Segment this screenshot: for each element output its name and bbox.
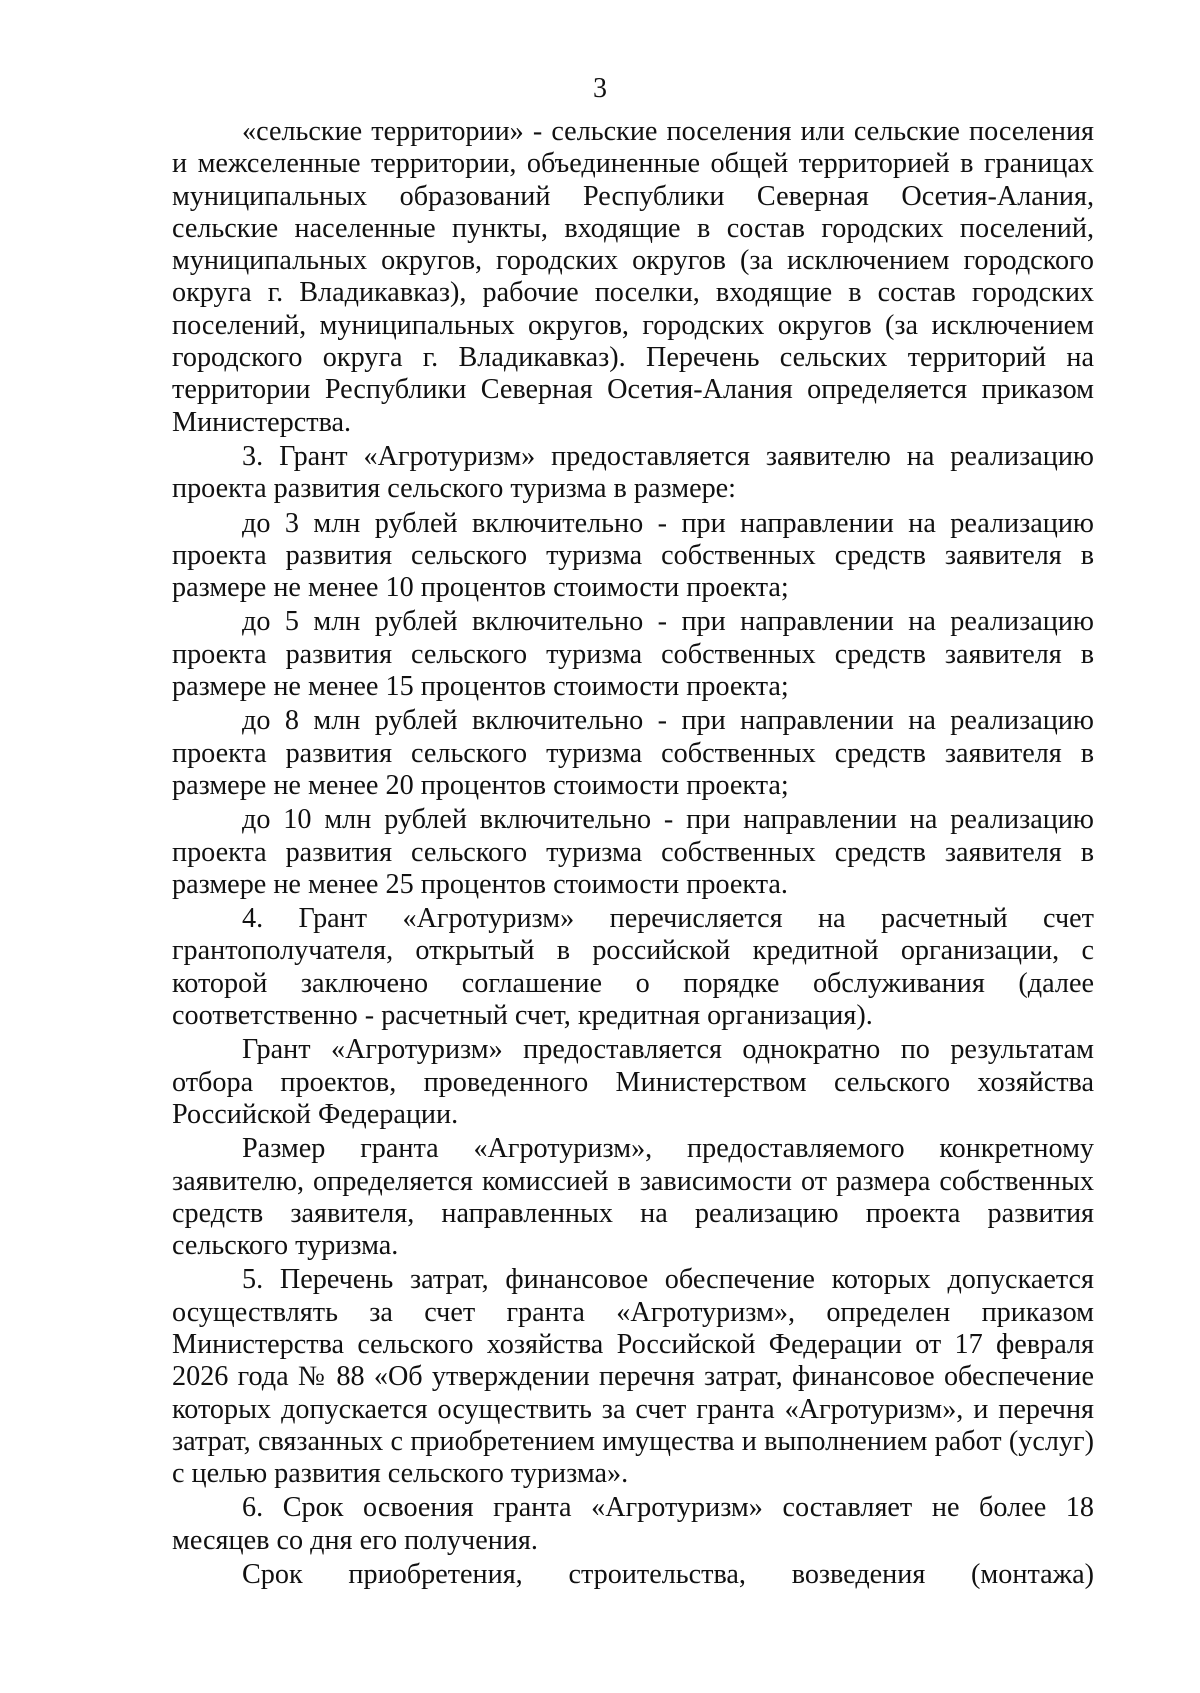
document-body — [172, 116, 1094, 1591]
paragraph-grant-tier-5-million: до 5 млн рублей включительно - при направлении на реализацию проекта развития сельского туризма собственных средств заявителя в размере не менее 15 процентов стоимости проекта; — [172, 606, 1094, 703]
paragraph-grant-tier-8-million: до 8 млн рублей включительно - при направлении на реализацию проекта развития сельского туризма собственных средств заявителя в размере не менее 20 процентов стоимости проекта; — [172, 705, 1094, 801]
paragraph-grant-amount-commission: Размер гранта «Агротуризм», предоставляемого конкретному заявителю, определяется комиссией в зависимости от размера собственных средств заявителя, направленных на реализацию проекта развития сельского туризма. — [172, 1133, 1094, 1262]
paragraph-item-5-cost-list: 5. Перечень затрат, финансовое обеспечение которых допускается осуществлять за счет гранта «Агротуризм», определен приказом Министерства сельского хозяйства Российской Федерации от 17 февраля 2026 года № 88 «Об утверждении перечня затрат, финансовое обеспечение которых допускается осуществить за счет гранта «Агротуризм», и перечня затрат, связанных с приобретением имущества и выполнением работ (услуг) с целью развития сельского туризма». — [172, 1264, 1094, 1490]
paragraph-item-3-grant-size: 3. Грант «Агротуризм» предоставляется заявителю на реализацию проекта развития сельского туризма в размере: — [172, 440, 1094, 505]
paragraph-grant-tier-3-million: до 3 млн рублей включительно - при направлении на реализацию проекта развития сельского туризма собственных средств заявителя в размере не менее 10 процентов стоимости проекта; — [172, 507, 1094, 604]
paragraph-item-6-grant-period: 6. Срок освоения гранта «Агротуризм» составляет не более 18 месяцев со дня его получения. — [172, 1492, 1094, 1556]
page-number: 3 — [593, 73, 607, 104]
paragraph-grant-one-time: Грант «Агротуризм» предоставляется однократно по результатам отбора проектов, проведенного Министерством сельского хозяйства Российской Федерации. — [172, 1034, 1094, 1130]
paragraph-acquisition-period: Срок приобретения, строительства, возведения (монтажа) — [242, 1559, 1094, 1591]
paragraph-grant-tier-10-million: до 10 млн рублей включительно - при направлении на реализацию проекта развития сельского туризма собственных средств заявителя в размере не менее 25 процентов стоимости проекта. — [172, 804, 1094, 900]
paragraph-item-4-grant-transfer: 4. Грант «Агротуризм» перечисляется на расчетный счет грантополучателя, открытый в российской кредитной организации, с которой заключено соглашение о порядке обслуживания (далее соответственно - расчетный счет, кредитная организация). — [172, 903, 1094, 1032]
paragraph-rural-territories-definition: «сельские территории» - сельские поселения или сельские поселения и межселенные территории, объединенные общей территорией в границах муниципальных образований Республики Северная Осетия-Алания, сельские населенные пункты, входящие в состав городских поселений, муниципальных округов, городских округов (за исключением городского округа г. Владикавказ), рабочие поселки, входящие в состав городских поселений, муниципальных округов, городских округов (за исключением городского округа г. Владикавказ). Перечень сельских территорий на территории Республики Северная Осетия-Алания определяется приказом Министерства. — [172, 116, 1094, 438]
